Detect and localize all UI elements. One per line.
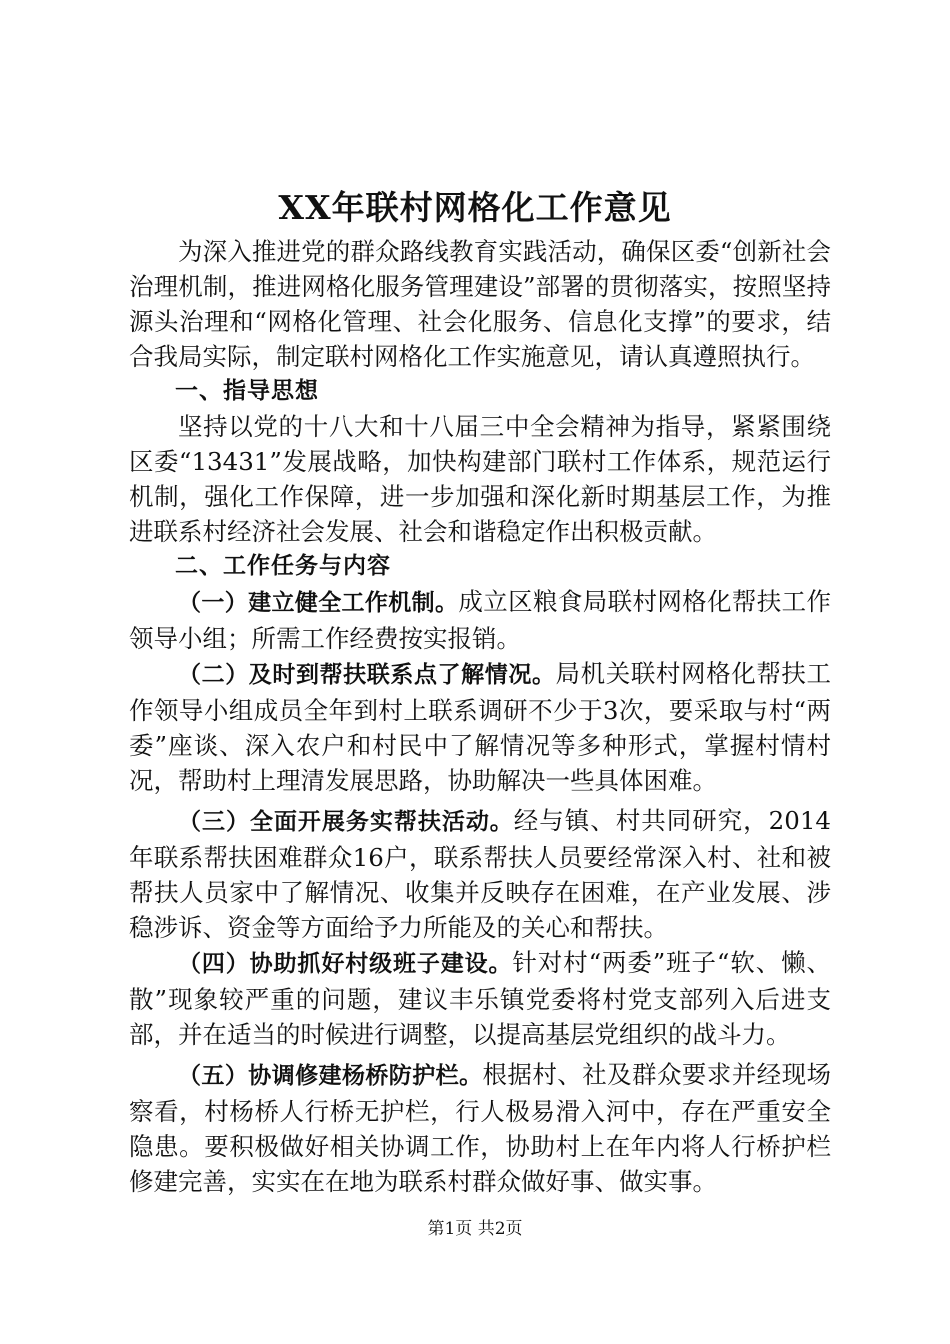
task-item-5	[129, 1057, 831, 1199]
section-heading-guiding-thought: 一、指导思想	[175, 378, 319, 404]
task-item-3-text: 经与镇、村共同研究，2014年联系帮扶困难群众16户，联系帮扶人员要经常深入村、社和被帮扶人员家中了解情况、收集并反映存在困难，在产业发展、涉稳涉诉、资金等方面给予力所能及的关心和帮扶。	[129, 806, 831, 942]
task-item-4	[129, 945, 831, 1052]
task-item-4-text: 针对村“两委”班子“软、懒、散”现象较严重的问题，建议丰乐镇党委将村党支部列入后进支部，并在适当的时候进行调整，以提高基层党组织的战斗力。	[129, 948, 831, 1049]
task-item-2-text: 局机关联村网格化帮扶工作领导小组成员全年到村上联系调研不少于3次，要采取与村“两委”座谈、深入农户和村民中了解情况等多种形式，掌握村情村况，帮助村上理清发展思路，协助解决一些具体困难。	[129, 659, 832, 795]
task-item-1	[129, 584, 831, 656]
task-item-1-text: 成立区粮食局联村网格化帮扶工作领导小组；所需工作经费按实报销。	[129, 587, 832, 653]
guiding-thought-paragraph: 坚持以党的十八大和十八届三中全会精神为指导，紧紧围绕区委“13431”发展战略，加快构建部门联村工作体系，规范运行机制，强化工作保障，进一步加强和深化新时期基层工作，为推进联系村经济社会发展、社会和谐稳定作出积极贡献。	[129, 412, 831, 546]
task-item-2	[129, 656, 831, 798]
page-number-footer: 第1页 共2页	[427, 1219, 523, 1239]
section-heading-tasks: 二、工作任务与内容	[175, 553, 391, 579]
task-item-3	[129, 803, 831, 945]
task-item-2-lead: （二）及时到帮扶联系点了解情况。	[178, 662, 556, 688]
task-item-5-text: 根据村、社及群众要求并经现场察看，村杨桥人行桥无护栏，行人极易滑入河中，存在严重安全隐患。要积极做好相关协调工作，协助村上在年内将人行桥护栏修建完善，实实在在地为联系村群众做好事、做实事。	[129, 1060, 831, 1196]
intro-paragraph: 为深入推进党的群众路线教育实践活动，确保区委“创新社会治理机制，推进网格化服务管理建设”部署的贯彻落实，按照坚持源头治理和“网格化管理、社会化服务、信息化支撑”的要求，结合我局实际，制定联村网格化工作实施意见，请认真遵照执行。	[129, 237, 831, 371]
page-title: XX年联村网格化工作意见	[278, 188, 672, 227]
task-item-5-lead: （五）协调修建杨桥防护栏。	[178, 1063, 483, 1089]
document-body	[129, 234, 831, 1199]
task-item-4-lead: （四）协助抓好村级班子建设。	[178, 951, 513, 977]
task-item-3-lead: （三）全面开展务实帮扶活动。	[178, 809, 514, 835]
task-item-1-lead: （一）建立健全工作机制。	[178, 590, 459, 616]
